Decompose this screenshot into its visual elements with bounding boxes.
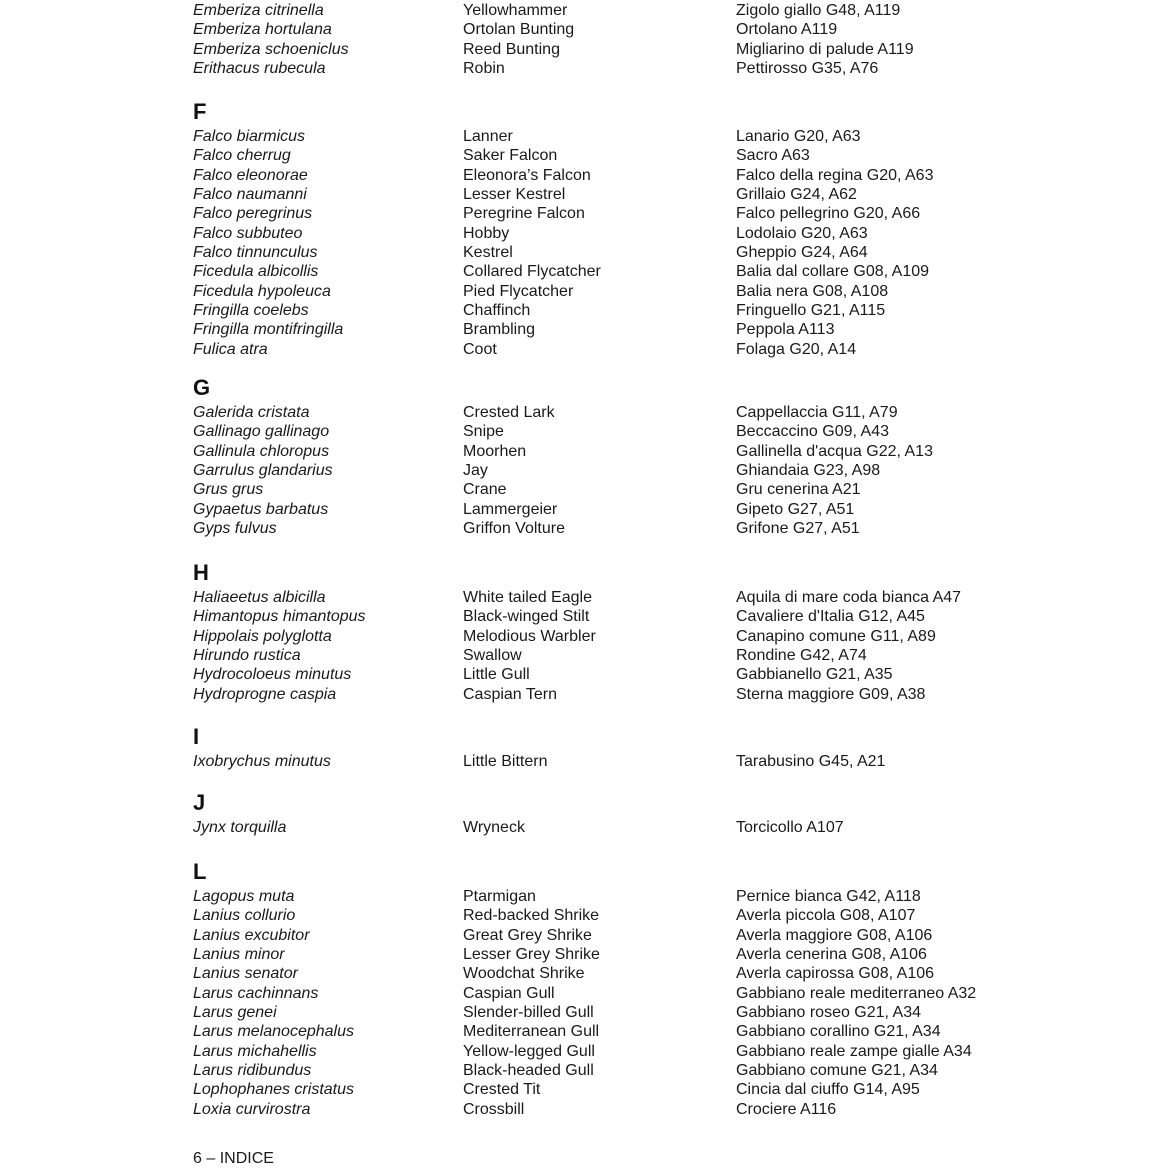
scientific-name: Falco cherrug [193, 147, 291, 165]
italian-name: Gallinella d'acqua G22, A13 [736, 442, 933, 460]
italian-name: Averla maggiore G08, A106 [736, 926, 933, 944]
species-row [193, 665, 1136, 684]
italian-name: Tarabusino G45, A21 [736, 753, 886, 770]
species-row [193, 887, 1136, 906]
scientific-name: Lophophanes cristatus [193, 1081, 354, 1099]
english-name: Crested Tit [463, 1081, 541, 1099]
page-footer: 6 – INDICE [193, 1150, 274, 1167]
scientific-name: Emberiza schoeniclus [193, 40, 349, 58]
scientific-name: Larus cachinnans [193, 984, 319, 1002]
scientific-name: Fulica atra [193, 340, 268, 358]
english-name: Red-backed Shrike [463, 907, 600, 925]
species-row [193, 906, 1136, 925]
species-row [193, 301, 1136, 320]
italian-name: Gabbiano reale zampe gialle A34 [736, 1042, 972, 1060]
english-name: Slender-billed Gull [463, 1003, 594, 1021]
species-row [193, 461, 1136, 480]
scientific-name: Larus ridibundus [193, 1061, 312, 1079]
species-row [193, 1061, 1136, 1080]
species-row [193, 320, 1136, 339]
english-name: Great Grey Shrike [463, 926, 592, 944]
scientific-name: Ficedula albicollis [193, 263, 319, 281]
scientific-name: Larus melanocephalus [193, 1023, 354, 1041]
italian-name: Zigolo giallo G48, A119 [736, 2, 901, 19]
italian-name: Pettirosso G35, A76 [736, 59, 879, 77]
scientific-name: Falco peregrinus [193, 205, 313, 223]
english-name: Saker Falcon [463, 147, 558, 165]
index-section-i [193, 725, 1136, 771]
species-row [193, 646, 1136, 665]
english-name: Mediterranean Gull [463, 1023, 600, 1041]
species-row [193, 1003, 1136, 1022]
species-row [193, 926, 1136, 945]
italian-name: Folaga G20, A14 [736, 340, 857, 358]
italian-name: Migliarino di palude A119 [736, 40, 914, 58]
index-section-j [193, 791, 1136, 837]
scientific-name: Falco biarmicus [193, 128, 306, 145]
italian-name: Grifone G27, A51 [736, 519, 860, 537]
english-name: Lesser Kestrel [463, 185, 566, 203]
scientific-name: Himantopus himantopus [193, 608, 366, 626]
english-name: Collared Flycatcher [463, 263, 601, 281]
italian-name: Balia dal collare G08, A109 [736, 263, 930, 281]
scientific-name: Garrulus glandarius [193, 461, 333, 479]
species-row [193, 224, 1136, 243]
italian-name: Gheppio G24, A64 [736, 243, 868, 261]
section-letter-heading: I [193, 724, 200, 749]
english-name: Lesser Grey Shrike [463, 945, 600, 963]
italian-name: Ghiandaia G23, A98 [736, 461, 881, 479]
italian-name: Falco della regina G20, A63 [736, 166, 934, 184]
english-name: Robin [463, 59, 505, 77]
italian-name: Gru cenerina A21 [736, 481, 861, 499]
species-row [193, 442, 1136, 461]
italian-name: Averla piccola G08, A107 [736, 907, 916, 925]
english-name: Snipe [463, 423, 504, 441]
english-name: Reed Bunting [463, 40, 560, 58]
italian-name: Grillaio G24, A62 [736, 185, 857, 203]
scientific-name: Ixobrychus minutus [193, 753, 331, 770]
italian-name: Beccaccino G09, A43 [736, 423, 889, 441]
italian-name: Fringuello G21, A115 [736, 301, 886, 319]
scientific-name: Falco tinnunculus [193, 243, 318, 261]
italian-name: Gabbiano comune G21, A34 [736, 1061, 938, 1079]
scientific-name: Larus genei [193, 1003, 277, 1021]
english-name: Caspian Tern [463, 685, 557, 703]
english-name: Little Bittern [463, 753, 548, 770]
english-name: Moorhen [463, 442, 527, 460]
scientific-name: Ficedula hypoleuca [193, 282, 331, 300]
italian-name: Cincia dal ciuffo G14, A95 [736, 1081, 920, 1099]
scientific-name: Lanius senator [193, 965, 298, 983]
index-section-l [193, 860, 1136, 1119]
italian-name: Sacro A63 [736, 147, 810, 165]
species-row [193, 340, 1136, 359]
italian-name: Falco pellegrino G20, A66 [736, 205, 921, 223]
english-name: Lanner [463, 128, 513, 145]
english-name: Griffon Volture [463, 519, 565, 537]
scientific-name: Lanius minor [193, 945, 285, 963]
italian-name: Gabbiano reale mediterraneo A32 [736, 984, 977, 1002]
english-name: Coot [463, 340, 497, 358]
italian-name: Aquila di mare coda bianca A47 [736, 589, 962, 606]
scientific-name: Fringilla montifringilla [193, 321, 344, 339]
species-row [193, 262, 1136, 281]
species-row [193, 818, 1136, 837]
english-name: Hobby [463, 224, 510, 242]
index-section-h [193, 561, 1136, 704]
english-name: Peregrine Falcon [463, 205, 585, 223]
index-section-g [193, 376, 1136, 538]
english-name: Caspian Gull [463, 984, 555, 1002]
italian-name: Gabbianello G21, A35 [736, 666, 893, 684]
scientific-name: Falco eleonorae [193, 166, 308, 184]
scientific-name: Fringilla coelebs [193, 301, 309, 319]
species-row [193, 1100, 1136, 1119]
italian-name: Cappellaccia G11, A79 [736, 404, 898, 421]
species-row [193, 1022, 1136, 1041]
species-row [193, 166, 1136, 185]
italian-name: Averla capirossa G08, A106 [736, 965, 935, 983]
english-name: Yellowhammer [463, 2, 568, 19]
species-row [193, 127, 1136, 146]
italian-name: Lanario G20, A63 [736, 128, 861, 145]
italian-name: Averla cenerina G08, A106 [736, 945, 927, 963]
english-name: Pied Flycatcher [463, 282, 574, 300]
english-name: Crossbill [463, 1100, 525, 1118]
english-name: Chaffinch [463, 301, 531, 319]
species-row [193, 519, 1136, 538]
species-row [193, 500, 1136, 519]
section-letter-heading: F [193, 99, 207, 124]
english-name: Ortolan Bunting [463, 21, 575, 39]
species-row [193, 945, 1136, 964]
species-row [193, 1, 1136, 20]
species-row [193, 752, 1136, 771]
section-letter-heading: G [193, 375, 211, 400]
section-letter-heading: H [193, 560, 209, 585]
english-name: Brambling [463, 321, 536, 339]
species-row [193, 685, 1136, 704]
species-row [193, 282, 1136, 301]
english-name: Black-headed Gull [463, 1061, 594, 1079]
italian-name: Torcicollo A107 [736, 819, 844, 836]
species-row [193, 1080, 1136, 1099]
italian-name: Canapino comune G11, A89 [736, 627, 936, 645]
scientific-name: Gyps fulvus [193, 519, 277, 537]
english-name: Yellow-legged Gull [463, 1042, 595, 1060]
english-name: Little Gull [463, 666, 530, 684]
index-section-f [193, 100, 1136, 359]
species-row [193, 243, 1136, 262]
italian-name: Rondine G42, A74 [736, 646, 867, 664]
scientific-name: Grus grus [193, 481, 264, 499]
species-row [193, 204, 1136, 223]
scientific-name: Hydroprogne caspia [193, 685, 337, 703]
scientific-name: Falco naumanni [193, 185, 307, 203]
scientific-name: Falco subbuteo [193, 224, 303, 242]
english-name: Jay [463, 461, 488, 479]
species-row [193, 20, 1136, 39]
italian-name: Cavaliere d'Italia G12, A45 [736, 608, 925, 626]
english-name: White tailed Eagle [463, 589, 592, 606]
english-name: Melodious Warbler [463, 627, 596, 645]
species-row [193, 40, 1136, 59]
english-name: Woodchat Shrike [463, 965, 585, 983]
scientific-name: Hydrocoloeus minutus [193, 666, 352, 684]
scientific-name: Lagopus muta [193, 888, 295, 905]
english-name: Eleonora’s Falcon [463, 166, 591, 184]
scientific-name: Lanius collurio [193, 907, 296, 925]
section-letter-heading: J [193, 790, 206, 815]
english-name: Crested Lark [463, 404, 555, 421]
scientific-name: Emberiza citrinella [193, 2, 324, 19]
species-row [193, 984, 1136, 1003]
scientific-name: Emberiza hortulana [193, 21, 332, 39]
species-row [193, 964, 1136, 983]
english-name: Lammergeier [463, 500, 558, 518]
species-row [193, 185, 1136, 204]
italian-name: Pernice bianca G42, A118 [736, 888, 921, 905]
species-row [193, 59, 1136, 78]
species-row [193, 480, 1136, 499]
english-name: Crane [463, 481, 507, 499]
italian-name: Gipeto G27, A51 [736, 500, 855, 518]
english-name: Swallow [463, 646, 522, 664]
scientific-name: Lanius excubitor [193, 926, 310, 944]
italian-name: Gabbiano corallino G21, A34 [736, 1023, 941, 1041]
italian-name: Lodolaio G20, A63 [736, 224, 868, 242]
scientific-name: Gallinula chloropus [193, 442, 330, 460]
scientific-name: Erithacus rubecula [193, 59, 326, 77]
english-name: Ptarmigan [463, 888, 536, 905]
species-row [193, 146, 1136, 165]
scientific-name: Hippolais polyglotta [193, 627, 332, 645]
italian-name: Crociere A116 [736, 1100, 837, 1118]
scientific-name: Larus michahellis [193, 1042, 317, 1060]
species-row [193, 1042, 1136, 1061]
italian-name: Ortolano A119 [736, 21, 838, 39]
index-section-continued [193, 1, 1136, 78]
scientific-name: Haliaeetus albicilla [193, 589, 326, 606]
species-row [193, 607, 1136, 626]
italian-name: Gabbiano roseo G21, A34 [736, 1003, 922, 1021]
italian-name: Balia nera G08, A108 [736, 282, 889, 300]
italian-name: Peppola A113 [736, 321, 835, 339]
english-name: Wryneck [463, 819, 525, 836]
scientific-name: Jynx torquilla [193, 819, 287, 836]
scientific-name: Hirundo rustica [193, 646, 301, 664]
scientific-name: Galerida cristata [193, 404, 310, 421]
scientific-name: Gypaetus barbatus [193, 500, 329, 518]
scientific-name: Gallinago gallinago [193, 423, 330, 441]
english-name: Black-winged Stilt [463, 608, 590, 626]
species-row [193, 627, 1136, 646]
section-letter-heading: L [193, 859, 207, 884]
species-row [193, 588, 1136, 607]
species-row [193, 422, 1136, 441]
english-name: Kestrel [463, 243, 513, 261]
scientific-name: Loxia curvirostra [193, 1100, 311, 1118]
species-row [193, 403, 1136, 422]
italian-name: Sterna maggiore G09, A38 [736, 685, 926, 703]
